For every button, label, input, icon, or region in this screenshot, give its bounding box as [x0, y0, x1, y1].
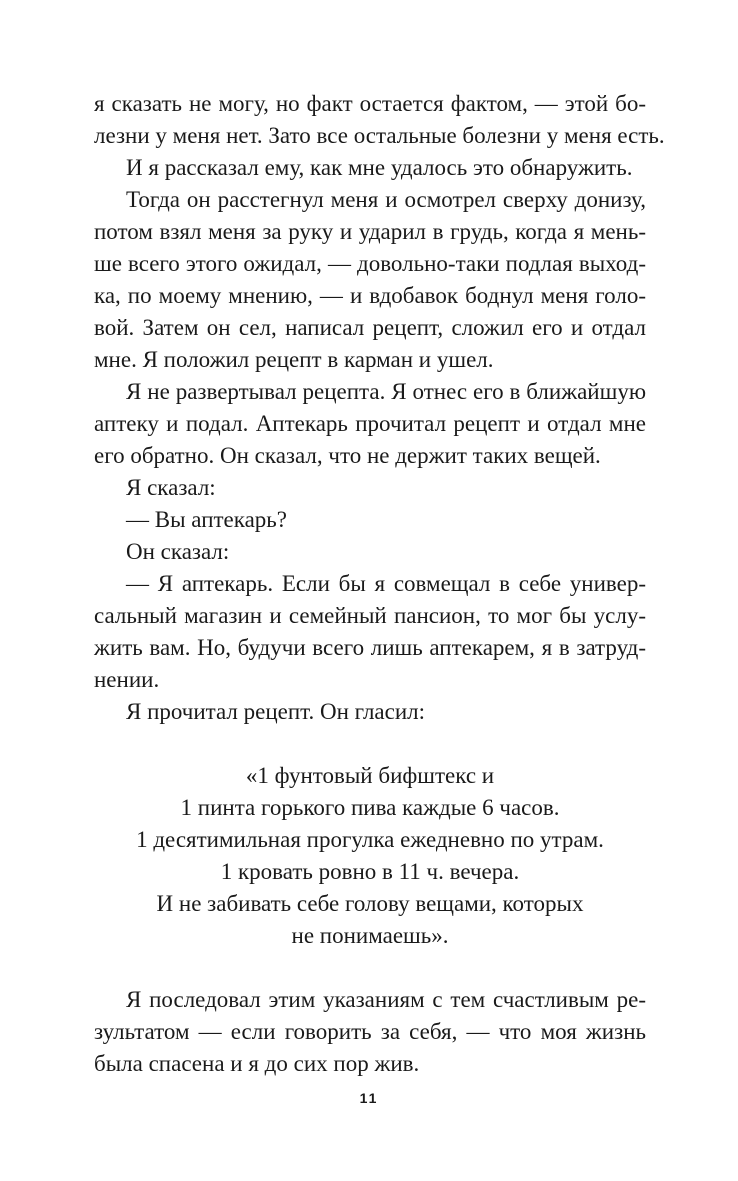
recipe-line: «1 фунтовый бифштекс и [245, 763, 495, 788]
recipe-line: 1 десятимильная прогулка ежедневно по утрам. [136, 827, 604, 852]
paragraph [94, 568, 646, 696]
text-line: я сказать не могу, но факт остается фактом, — этой бо- [94, 91, 646, 116]
text-line: потом взял меня за руку и ударил в грудь, когда я мень- [94, 219, 646, 244]
text-line: ка, по моему мнению, — и вдобавок боднул меня голо- [94, 283, 646, 308]
paragraph [94, 152, 646, 184]
text-line: ше всего этого ожидал, — довольно-таки подлая выход- [94, 251, 646, 276]
paragraph [94, 472, 646, 504]
text-line: была спасена и я до сих пор жив. [94, 1051, 420, 1076]
text-line: Я не развертывал рецепта. Я отнес его в ближайшую [126, 379, 646, 404]
text-line: Я прочитал рецепт. Он гласил: [126, 699, 426, 724]
text-line: И я рассказал ему, как мне удалось это обнаружить. [126, 155, 633, 180]
text-line: Тогда он расстегнул меня и осмотрел сверху донизу, [126, 187, 646, 212]
text-line: мне. Я положил рецепт в карман и ушел. [94, 347, 494, 372]
page-text [94, 88, 665, 1080]
paragraph [94, 536, 646, 568]
text-line: — Я аптекарь. Если бы я совмещал в себе универ- [126, 571, 646, 596]
text-line: жить вам. Но, будучи всего лишь аптекарем, я в затруд- [94, 635, 646, 660]
recipe-line: И не забивать себе голову вещами, которых [156, 891, 584, 916]
text-line: Я последовал этим указаниям с тем счастливым ре- [126, 987, 646, 1012]
recipe-line: 1 кровать ровно в 11 ч. вечера. [220, 859, 520, 884]
paragraph [94, 88, 665, 152]
text-line: — Вы аптекарь? [126, 507, 287, 532]
text-line: его обратно. Он сказал, что не держит таких вещей. [94, 443, 601, 468]
text-line: зультатом — если говорить за себя, — что моя жизнь [94, 1019, 646, 1044]
text-line: вой. Затем он сел, написал рецепт, сложил его и отдал [94, 315, 646, 340]
text-line: аптеку и подал. Аптекарь прочитал рецепт и отдал мне [94, 411, 646, 436]
paragraph [94, 504, 646, 536]
paragraph [94, 984, 646, 1080]
text-line: Он сказал: [126, 539, 230, 564]
text-line: нении. [94, 667, 160, 692]
recipe-line: 1 пинта горького пива каждые 6 часов. [180, 795, 560, 820]
paragraph [94, 376, 646, 472]
page-number: 11 [359, 1090, 379, 1106]
text-line: сальный магазин и семейный пансион, то мог бы услу- [94, 603, 646, 628]
paragraph [94, 696, 646, 728]
recipe-line: не понимаешь». [291, 923, 449, 948]
text-line: лезни у меня нет. Зато все остальные болезни у меня есть. [94, 123, 665, 148]
recipe-quote [94, 760, 646, 952]
paragraph [94, 184, 646, 376]
text-line: Я сказал: [126, 475, 216, 500]
